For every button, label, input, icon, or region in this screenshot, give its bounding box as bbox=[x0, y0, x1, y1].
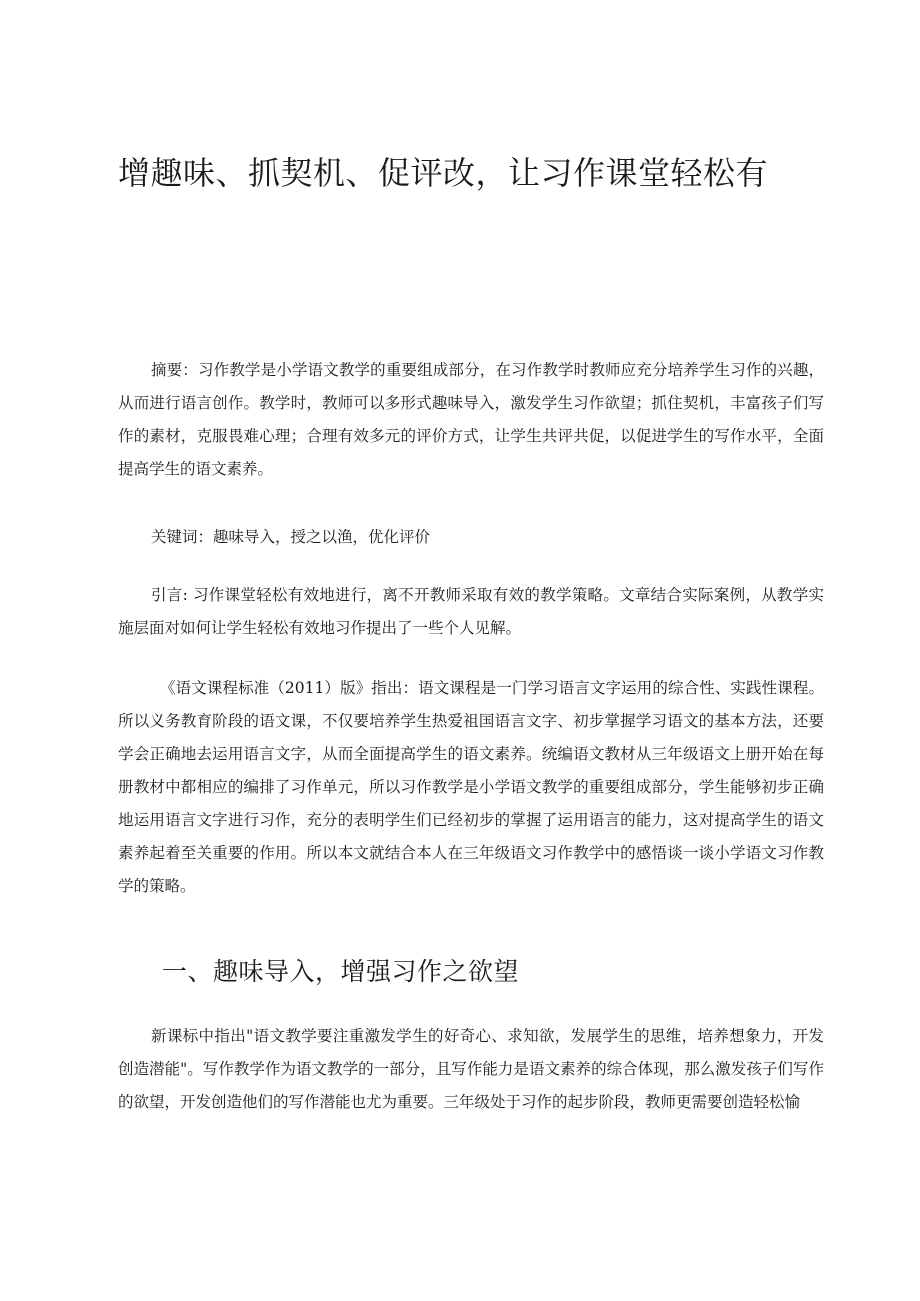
document-title: 增趣味、抓契机、促评改，让习作课堂轻松有 bbox=[118, 154, 769, 192]
introduction-paragraph: 引言: 习作课堂轻松有效地进行，离不开教师采取有效的教学策略。文章结合实际案例，从教学实施层面对如何让学生轻松有效地习作提出了一些个人见解。 bbox=[118, 586, 824, 637]
abstract-paragraph: 摘要：习作教学是小学语文教学的重要组成部分，在习作教学时教师应充分培养学生习作的兴趣，从而进行语言创作。教学时，教师可以多形式趣味导入，激发学生习作欲望；抓住契机，丰富孩子们写作的素材，克服畏难心理；合理有效多元的评价方式，让学生共评共促，以促进学生的写作水平，全面提高学生的语文素养。 bbox=[118, 361, 824, 478]
keywords-paragraph: 关键词：趣味导入，授之以渔，优化评价 bbox=[151, 528, 431, 546]
section-paragraph: 新课标中指出"语文教学要注重激发学生的好奇心、求知欲，发展学生的思维，培养想象力，开发创造潜能"。写作教学作为语文教学的一部分，且写作能力是语文素养的综合体现，那么激发孩子们写作的欲望，开发创造他们的写作潜能也尤为重要。三年级处于习作的起步阶段，教师更需要创造轻松愉 bbox=[118, 1027, 824, 1111]
body-paragraph: 《语文课程标准（2011）版》指出：语文课程是一门学习语言文字运用的综合性、实践性课程。所以义务教育阶段的语文课，不仅要培养学生热爱祖国语言文字、初步掌握学习语文的基本方法，还要学会正确地去运用语言文字，从而全面提高学生的语文素养。统编语文教材从三年级语文上册开始在每册教材中都相应的编排了习作单元，所以习作教学是小学语文教学的重要组成部分，学生能够初步正确地运用语言文字进行习作，充分的表明学生们已经初步的掌握了运用语言的能力，这对提高学生的语文素养起着至关重要的作用。所以本文就结合本人在三年级语文习作教学中的感悟谈一谈小学语文习作教学的策略。 bbox=[118, 679, 824, 895]
section-heading: 一、趣味导入，增强习作之欲望 bbox=[162, 957, 520, 986]
